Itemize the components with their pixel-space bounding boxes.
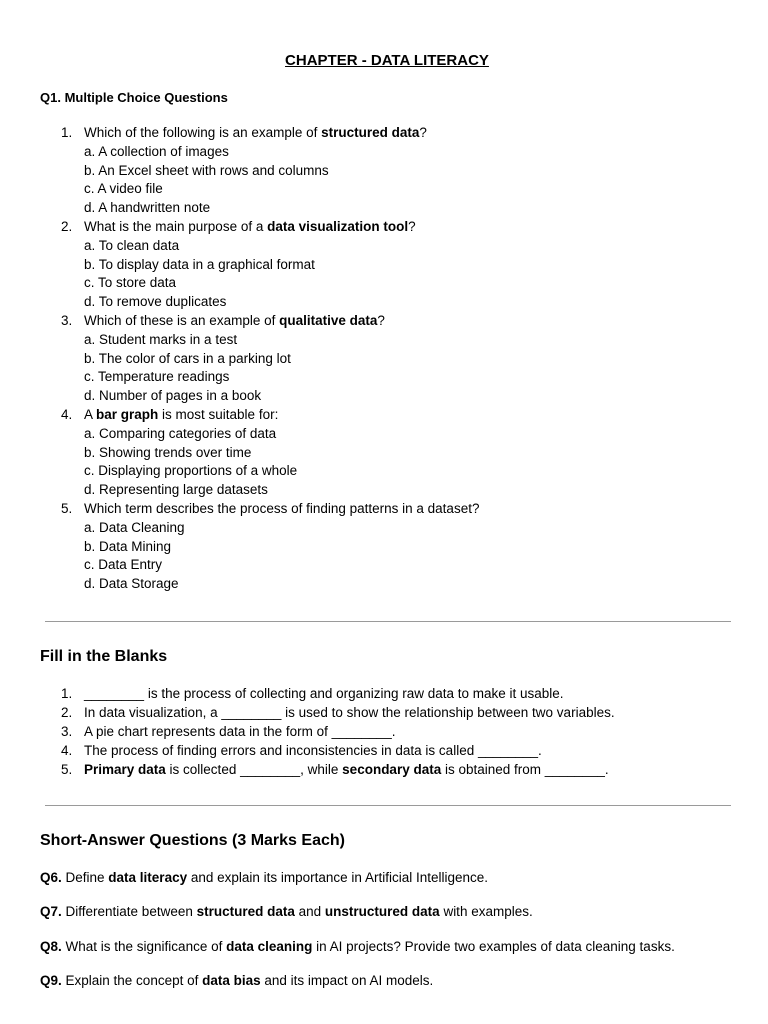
mcq-question-5 — [40, 500, 740, 594]
fill-blank-item: 5. Primary data is collected ________, while secondary data is obtained from ________. — [61, 762, 609, 777]
item-number: 4. — [61, 743, 73, 758]
short-answer-q6: Q6. Define data literacy and explain its importance in Artificial Intelligence. — [40, 870, 489, 885]
option: c. Temperature readings — [84, 369, 230, 385]
question-label: Q6. — [40, 870, 62, 885]
option: d. To remove duplicates — [84, 294, 227, 310]
option: a. Comparing categories of data — [84, 425, 277, 441]
fill-blank-item: 1. ________ is the process of collecting and organizing raw data to make it usable. — [61, 686, 564, 701]
question-number: 3. — [61, 312, 73, 328]
question-label: Q8. — [40, 939, 62, 954]
option: d. A handwritten note — [84, 200, 211, 216]
option: b. An Excel sheet with rows and columns — [84, 162, 329, 178]
option: d. Representing large datasets — [84, 482, 268, 498]
question-label: Q9. — [40, 973, 62, 988]
item-number: 2. — [61, 705, 73, 720]
option: c. To store data — [84, 275, 177, 291]
mcq-heading: Q1. Multiple Choice Questions — [40, 90, 228, 105]
section-divider — [45, 621, 731, 622]
option: b. To display data in a graphical format — [84, 256, 315, 272]
question-text: 5. Which term describes the process of finding patterns in a dataset? — [40, 500, 740, 519]
option: d. Number of pages in a book — [84, 388, 262, 404]
fill-blanks-list — [40, 684, 760, 779]
item-number: 5. — [61, 762, 73, 777]
question-number: 1. — [61, 125, 73, 140]
mcq-question-1 — [40, 124, 740, 218]
short-answer-q7: Q7. Differentiate between structured data and unstructured data with examples. — [40, 904, 533, 919]
option: d. Data Storage — [84, 576, 179, 592]
question-number: 5. — [61, 500, 73, 516]
option: b. Data Mining — [84, 538, 172, 554]
question-keyword: structured data — [321, 125, 420, 140]
question-label: Q7. — [40, 904, 62, 919]
question-text: 3. Which of these is an example of qualitative data? — [40, 312, 740, 331]
short-answer-q9: Q9. Explain the concept of data bias and its impact on AI models. — [40, 973, 434, 988]
option: a. To clean data — [84, 237, 180, 253]
mcq-question-3 — [40, 312, 740, 406]
fill-blank-item: 3. A pie chart represents data in the form of ________. — [61, 724, 396, 739]
option: a. Data Cleaning — [84, 519, 185, 535]
option: a. A collection of images — [84, 143, 229, 159]
item-number: 3. — [61, 724, 73, 739]
question-text: 1. Which of the following is an example of structured data? — [40, 124, 740, 143]
option: b. Showing trends over time — [84, 444, 252, 460]
fill-blank-item: 2. In data visualization, a ________ is used to show the relationship between two variables. — [61, 705, 615, 720]
question-number: 2. — [61, 218, 73, 234]
question-number: 4. — [61, 406, 73, 422]
option: c. Displaying proportions of a whole — [84, 463, 298, 479]
section-divider — [45, 805, 731, 806]
fill-blanks-heading: Fill in the Blanks — [40, 648, 168, 665]
item-number: 1. — [61, 686, 73, 701]
option: a. Student marks in a test — [84, 331, 238, 347]
question-keyword: bar graph — [96, 406, 159, 422]
short-answer-heading: Short-Answer Questions (3 Marks Each) — [40, 832, 345, 849]
short-answer-q8: Q8. What is the significance of data cleaning in AI projects? Provide two examples of data cleaning tasks. — [40, 939, 675, 954]
question-text: 2. What is the main purpose of a data visualization tool? — [40, 218, 740, 237]
question-keyword: data visualization tool — [267, 218, 409, 234]
page-title: CHAPTER - DATA LITERACY — [285, 52, 489, 69]
option: c. A video file — [84, 181, 163, 197]
option: b. The color of cars in a parking lot — [84, 350, 291, 366]
mcq-question-2 — [40, 218, 740, 312]
fill-blank-item: 4. The process of finding errors and inconsistencies in data is called ________. — [61, 743, 542, 758]
question-keyword: qualitative data — [279, 312, 378, 328]
mcq-question-4 — [40, 406, 740, 500]
question-text: 4. A bar graph is most suitable for: — [40, 406, 740, 425]
option: c. Data Entry — [84, 557, 163, 573]
mcq-list — [40, 124, 740, 594]
